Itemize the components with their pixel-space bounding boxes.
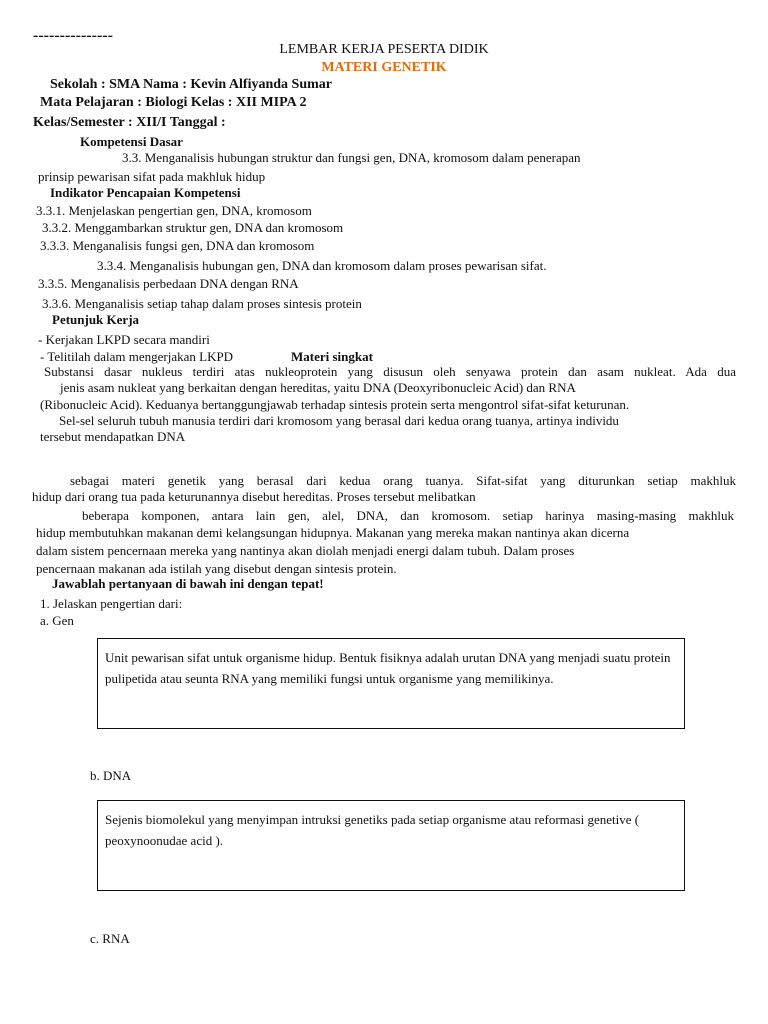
identity-school-name: Sekolah : SMA Nama : Kevin Alfiyanda Sumar (50, 77, 332, 92)
indikator-item: 3.3.3. Menganalisis fungsi gen, DNA dan kromosom (40, 238, 315, 253)
materi-line: pencernaan makanan ada istilah yang disebut dengan sintesis protein. (36, 561, 397, 576)
materi-line: hidup dari orang tua pada keturunannya disebut hereditas. Proses tersebut melibatkan (32, 489, 476, 504)
kompetensi-dasar-line-1: 3.3. Menganalisis hubungan struktur dan fungsi gen, DNA, kromosom dalam penerapan (122, 150, 581, 165)
kompetensi-dasar-heading: Kompetensi Dasar (80, 134, 183, 149)
header-dashes: --------------- (33, 27, 113, 44)
identity-semester-date: Kelas/Semester : XII/I Tanggal : (33, 115, 226, 130)
materi-heading: Materi singkat (291, 349, 373, 364)
indikator-heading: Indikator Pencapaian Kompetensi (50, 185, 241, 200)
kompetensi-dasar-line-2: prinsip pewarisan sifat pada makhluk hidup (38, 169, 266, 184)
identity-subject-class: Mata Pelajaran : Biologi Kelas : XII MIPA 2 (40, 95, 307, 110)
worksheet-title: LEMBAR KERJA PESERTA DIDIK (279, 42, 489, 57)
materi-line: Sel-sel seluruh tubuh manusia terdiri dari kromosom yang berasal dari kedua orang tuanya, artinya individu (59, 413, 619, 428)
petunjuk-heading: Petunjuk Kerja (52, 312, 140, 327)
materi-line: beberapa komponen, antara lain gen, alel, DNA, dan kromosom. setiap harinya masing-masing makhluk (82, 508, 734, 523)
materi-line: jenis asam nukleat yang berkaitan dengan hereditas, yaitu DNA (Deoxyribonucleic Acid) dan RNA (60, 380, 576, 395)
materi-line: sebagai materi genetik yang berasal dari kedua orang tuanya. Sifat-sifat yang diturunkan setiap makhluk (70, 473, 736, 488)
indikator-item: 3.3.5. Menganalisis perbedaan DNA dengan RNA (38, 276, 299, 291)
indikator-item: 3.3.2. Menggambarkan struktur gen, DNA dan kromosom (42, 220, 344, 235)
materi-line: (Ribonucleic Acid). Keduanya bertanggungjawab terhadap sintesis protein serta mengontrol sifat-sifat keturunan. (40, 397, 630, 412)
indikator-item: 3.3.1. Menjelaskan pengertian gen, DNA, kromosom (36, 203, 312, 218)
indikator-item: 3.3.6. Menganalisis setiap tahap dalam proses sintesis protein (42, 296, 362, 311)
worksheet-subtitle: MATERI GENETIK (321, 60, 447, 75)
answer-box-dna[interactable]: Sejenis biomolekul yang menyimpan intruksi genetiks pada setiap organisme atau reformasi genetive ( peoxynoonudae acid ). (97, 800, 685, 891)
answer-box-gen[interactable]: Unit pewarisan sifat untuk organisme hidup. Bentuk fisiknya adalah urutan DNA yang menjadi suatu protein pulipetida atau seunta RNA yang memiliki fungsi untuk organisme yang memilikinya. (97, 638, 685, 729)
question-1b-label: b. DNA (90, 768, 132, 783)
materi-line: dalam sistem pencernaan mereka yang nantinya akan diolah menjadi energi dalam tubuh. Dalam proses (36, 543, 575, 558)
petunjuk-item: - Kerjakan LKPD secara mandiri (38, 332, 210, 347)
petunjuk-item: - Telitilah dalam mengerjakan LKPD (40, 349, 234, 364)
indikator-item: 3.3.4. Menganalisis hubungan gen, DNA dan kromosom dalam proses pewarisan sifat. (97, 258, 547, 273)
question-instruction: Jawablah pertanyaan di bawah ini dengan tepat! (52, 576, 324, 591)
question-1c-label: c. RNA (90, 931, 130, 946)
materi-line: Substansi dasar nukleus terdiri atas nukleoprotein yang disusun oleh senyawa protein dan asam nukleat. Ada dua (44, 364, 736, 379)
question-1: 1. Jelaskan pengertian dari: (40, 596, 183, 611)
materi-line: hidup membutuhkan makanan demi kelangsungan hidupnya. Makanan yang mereka makan nantinya akan dicerna (36, 525, 630, 540)
question-1a-label: a. Gen (40, 613, 74, 628)
materi-line: tersebut mendapatkan DNA (40, 429, 186, 444)
